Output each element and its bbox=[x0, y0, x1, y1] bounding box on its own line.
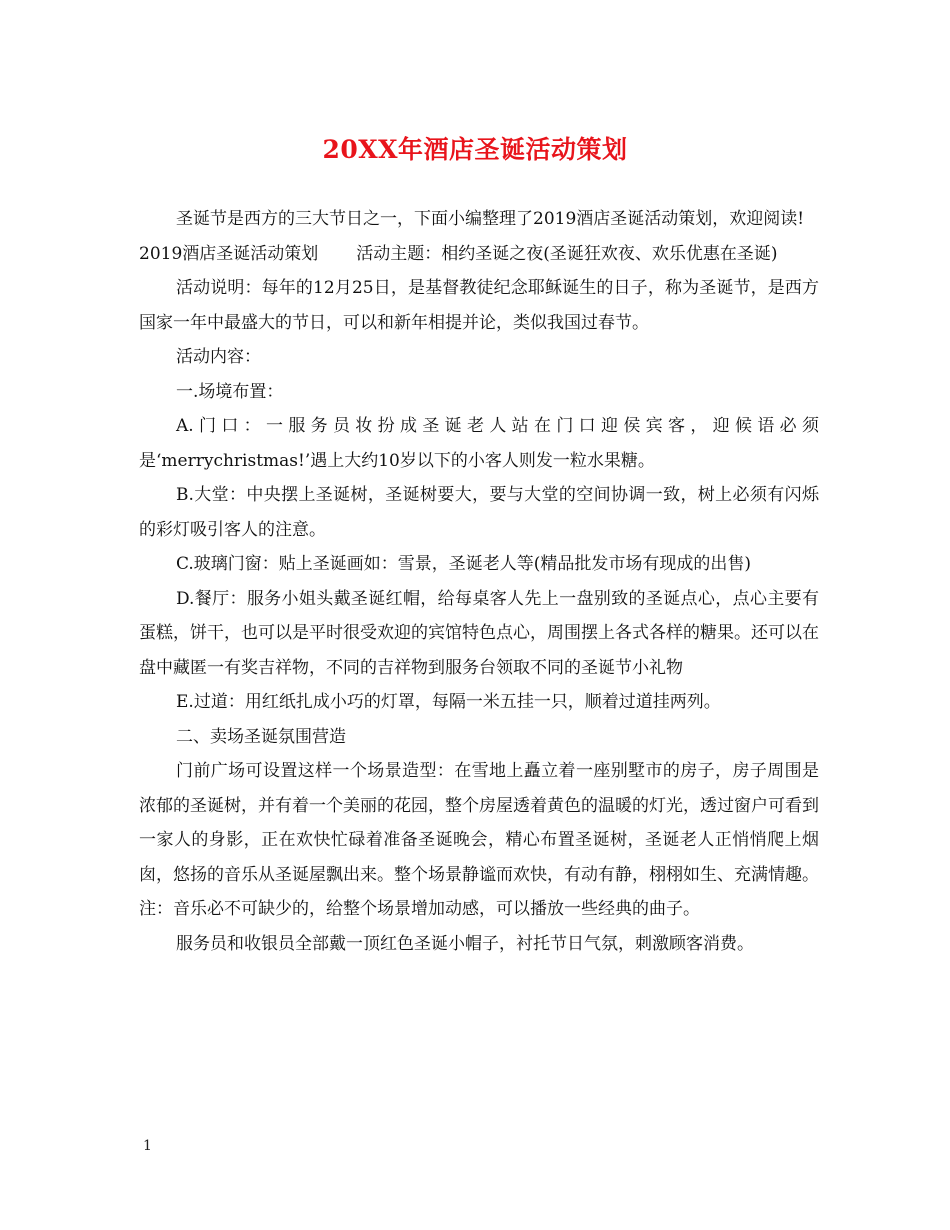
theme-text: 活动主题：相约圣诞之夜(圣诞狂欢夜、欢乐优惠在圣诞) bbox=[356, 243, 778, 264]
page-number: 1 bbox=[143, 1138, 152, 1154]
item-d-paragraph: D.餐厅：服务小姐头戴圣诞红帽，给每桌客人先上一盘别致的圣诞点心，点心主要有蛋糕，饼干，也可以是平时很受欢迎的宾馆特色点心，周围摆上各式各样的糖果。还可以在盘中藏匿一有奖吉祥物，不同的吉祥物到服务台领取不同的圣诞节小礼物 bbox=[139, 588, 819, 678]
document-body bbox=[139, 202, 819, 961]
intro-paragraph: 圣诞节是西方的三大节日之一，下面小编整理了2019酒店圣诞活动策划，欢迎阅读! bbox=[176, 209, 805, 229]
item-a-paragraph: A.门口：一服务员妆扮成圣诞老人站在门口迎侯宾客，迎候语必须是‘merrychristmas!’遇上大约10岁以下的小客人则发一粒水果糖。 bbox=[139, 416, 819, 471]
item-c-paragraph: C.玻璃门窗：贴上圣诞画如：雪景，圣诞老人等(精品批发市场有现成的出售) bbox=[176, 554, 752, 574]
scene-paragraph: 门前广场可设置这样一个场景造型：在雪地上矗立着一座别墅市的房子，房子周围是浓郁的圣诞树，并有着一个美丽的花园，整个房屋透着黄色的温暖的灯光，透过窗户可看到一家人的身影，正在欢快忙碌着准备圣诞晚会，精心布置圣诞树，圣诞老人正悄悄爬上烟囱，悠扬的音乐从圣诞屋飘出来。整个场景静谧而欢快，有动有静，栩栩如生、充满情趣。注：音乐必不可缺少的，给整个场景增加动感，可以播放一些经典的曲子。 bbox=[139, 761, 819, 919]
plan-heading-line bbox=[139, 237, 819, 272]
description-paragraph: 活动说明：每年的12月25日，是基督教徒纪念耶稣诞生的日子，称为圣诞节，是西方国家一年中最盛大的节日，可以和新年相提并论，类似我国过春节。 bbox=[139, 278, 819, 333]
section-heading-1: 一.场境布置： bbox=[176, 381, 284, 402]
section-heading-2: 二、卖场圣诞氛围营造 bbox=[176, 726, 346, 747]
staff-paragraph: 服务员和收银员全部戴一顶红色圣诞小帽子，衬托节日气氛，刺激顾客消费。 bbox=[176, 933, 754, 954]
document-title: 20XX年酒店圣诞活动策划 bbox=[322, 135, 628, 164]
content-label: 活动内容： bbox=[176, 347, 261, 367]
item-b-paragraph: B.大堂：中央摆上圣诞树，圣诞树要大，要与大堂的空间协调一致，树上必须有闪烁的彩灯吸引客人的注意。 bbox=[139, 485, 819, 540]
plan-title: 2019酒店圣诞活动策划 bbox=[139, 243, 319, 264]
item-e-paragraph: E.过道：用红纸扎成小巧的灯罩，每隔一米五挂一只，顺着过道挂两列。 bbox=[176, 692, 721, 712]
